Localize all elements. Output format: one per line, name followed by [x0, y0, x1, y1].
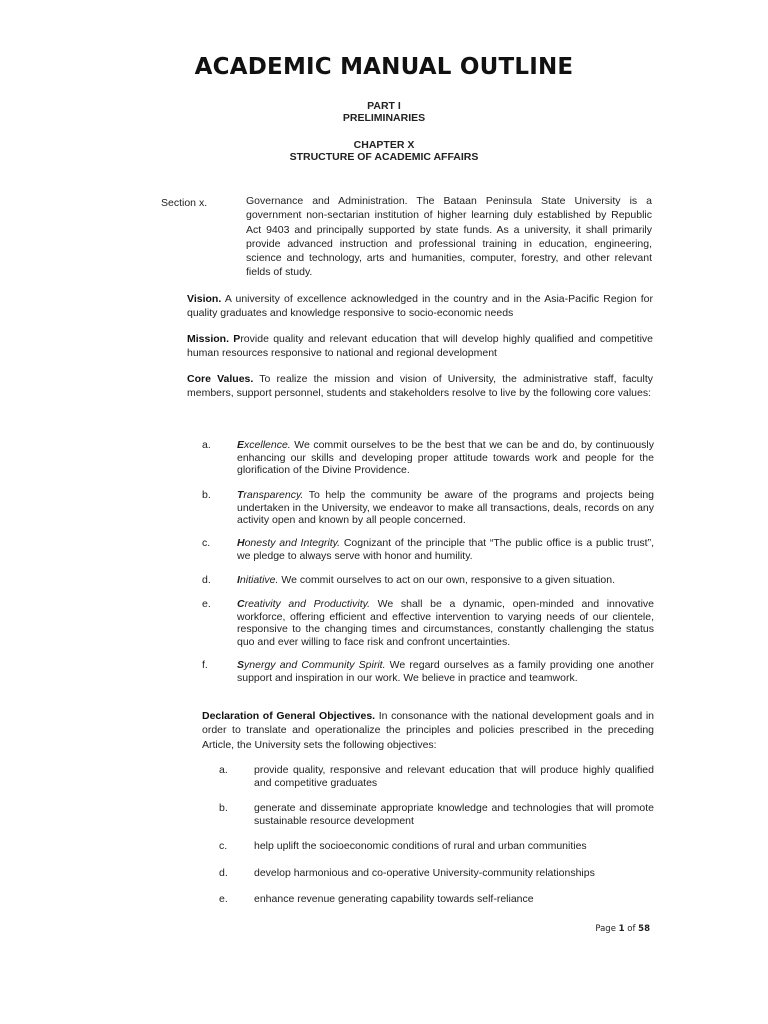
list-item-letter: c.: [202, 537, 211, 549]
list-item: [202, 598, 654, 650]
page-number-separator: of: [624, 924, 639, 934]
page-number-current: 1: [618, 924, 625, 934]
list-item-text: [237, 659, 654, 684]
page-number: [595, 924, 650, 934]
chapter-title: STRUCTURE OF ACADEMIC AFFAIRS: [289, 151, 479, 163]
list-item: [219, 893, 654, 907]
value-description: We shall be a dynamic, open-minded and innovative workforce, offering efficient and effective intervention to varying needs of our clientele, responsive to the changing times and circumstances, constantly challenging the status quo and ever willing to face risk and confront uncertainties.: [237, 598, 654, 648]
list-item-text: [237, 574, 654, 587]
core-values-text: To realize the mission and vision of University, the administrative staff, faculty members, support personnel, students and stakeholders resolve to live by the following core values:: [187, 373, 654, 400]
value-initial: C: [237, 598, 245, 610]
value-name: onesty and Integrity.: [244, 537, 341, 549]
value-name: xcellence.: [244, 439, 291, 451]
mission-label: Mission. P: [187, 333, 241, 345]
value-initial: I: [237, 574, 240, 586]
value-description: Cognizant of the principle that “The public office is a public trust”, we pledge to always serve with honor and humility.: [237, 537, 655, 562]
list-item: [219, 840, 654, 854]
value-description: We commit ourselves to be the best that we can be and do, by continuously enhancing our skills and developing proper attitude towards work and people for the glorification of the Divine Providence.: [237, 439, 654, 476]
section-label: Section x.: [161, 197, 208, 209]
list-item-text: [237, 489, 654, 527]
list-item: [202, 439, 654, 479]
list-item-letter: d.: [202, 574, 211, 586]
list-item-text: [237, 598, 654, 648]
value-initial: T: [237, 489, 244, 501]
list-item-letter: d.: [219, 867, 228, 879]
list-item: [202, 659, 654, 687]
value-initial: E: [237, 439, 245, 451]
value-description: To help the community be aware of the programs and projects being undertaken in the University, we endeavor to make all transactions, deals, records on any activity open and known by all people concerned.: [237, 489, 654, 526]
value-description: We regard ourselves as a family providing one another support and inspiration in our work. We believe in practice and teamwork.: [237, 659, 654, 684]
core-values-label: Core Values.: [187, 373, 254, 385]
objectives-paragraph: [202, 709, 654, 752]
list-item-letter: c.: [219, 840, 228, 852]
part-heading: PART I: [367, 100, 401, 112]
value-initial: H: [237, 537, 245, 549]
list-item-letter: a.: [219, 764, 228, 776]
vision-text: A university of excellence acknowledged in the country and in the Asia-Pacific Region for quality graduates and knowledge responsive to socio-economic needs: [187, 293, 653, 320]
list-item-text: [237, 439, 654, 477]
list-item: [202, 574, 654, 588]
list-item-text: develop harmonious and co-operative University-community relationships: [254, 867, 595, 879]
value-description: We commit ourselves to act on our own, responsive to a given situation.: [278, 574, 616, 586]
list-item-letter: e.: [202, 598, 211, 610]
list-item: [219, 764, 654, 792]
list-item-text: enhance revenue generating capability towards self-reliance: [254, 893, 534, 905]
section-text: Governance and Administration. The Bataan Peninsula State University is a government non-sectarian institution of higher learning duly established by Republic Act 9403 and principally supported by state funds. As a university, it shall primarily provide advanced instruction and professional training in education, engineering, science and technology, arts and humanities, computer, forestry, and other relevant fields of study.: [246, 195, 652, 279]
list-item-text: [237, 537, 654, 562]
value-name: nitiative.: [239, 574, 279, 586]
value-initial: S: [237, 659, 245, 671]
part-title: PRELIMINARIES: [342, 112, 426, 124]
list-item: [202, 489, 654, 529]
list-item: [219, 867, 654, 881]
core-values-paragraph: [187, 372, 653, 401]
list-item-letter: f.: [202, 659, 208, 671]
vision-label: Vision.: [187, 293, 222, 305]
chapter-heading: CHAPTER X: [353, 139, 415, 151]
list-item: [202, 537, 654, 565]
objectives-label: Declaration of General Objectives.: [202, 710, 376, 722]
mission-text: rovide quality and relevant education that will develop highly qualified and competitive human resources responsive to national and regional development: [187, 333, 653, 360]
list-item-letter: b.: [202, 489, 211, 501]
value-name: reativity and Productivity.: [244, 598, 370, 610]
vision-paragraph: [187, 292, 653, 321]
list-item-letter: e.: [219, 893, 228, 905]
list-item-text: help uplift the socioeconomic conditions of rural and urban communities: [254, 840, 587, 852]
objectives-text: In consonance with the national development goals and in order to translate and operationalize the principles and policies prescribed in the preceding Article, the University sets the following objectives:: [202, 710, 655, 751]
page-number-total: 58: [638, 924, 650, 934]
document-title: ACADEMIC MANUAL OUTLINE: [194, 54, 574, 80]
list-item-text: provide quality, responsive and relevant education that will produce highly qualified and competitive graduates: [254, 764, 654, 789]
list-item-letter: b.: [219, 802, 228, 814]
value-name: ransparency.: [243, 489, 304, 501]
list-item-letter: a.: [202, 439, 211, 451]
mission-paragraph: [187, 332, 653, 361]
value-name: ynergy and Community Spirit.: [244, 659, 386, 671]
list-item: [219, 802, 654, 830]
page-number-prefix: Page: [595, 924, 619, 934]
list-item-text: generate and disseminate appropriate knowledge and technologies that will promote sustainable resource development: [254, 802, 654, 827]
